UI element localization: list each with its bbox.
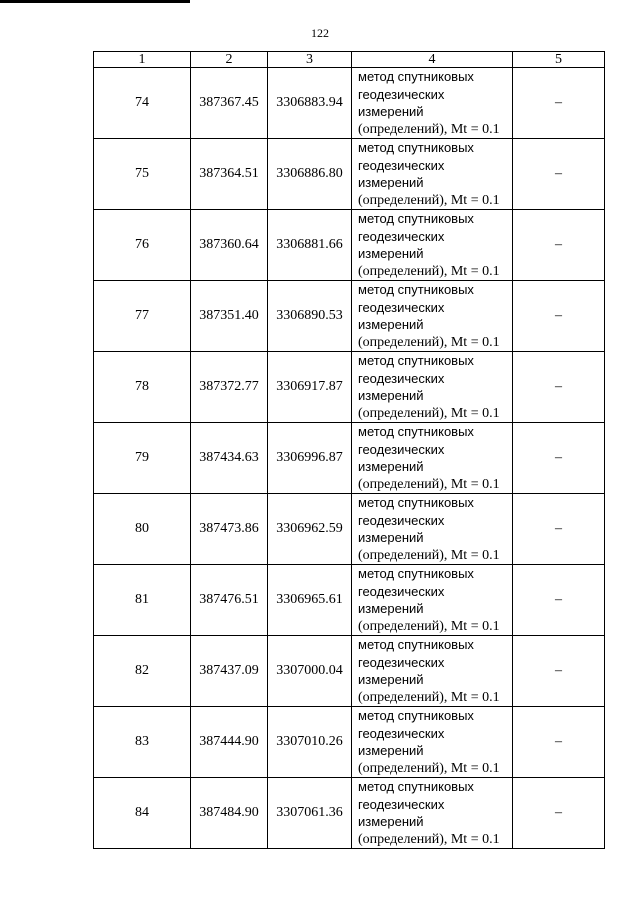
column-header-1: 1 xyxy=(94,52,191,68)
method-line: метод спутниковых xyxy=(358,69,474,84)
method-line: метод спутниковых xyxy=(358,779,474,794)
x-coordinate: 387372.77 xyxy=(191,352,268,423)
note-cell: – xyxy=(513,565,605,636)
header-row xyxy=(94,52,605,68)
top-rule xyxy=(0,0,190,3)
point-number: 78 xyxy=(94,352,191,423)
method-description xyxy=(352,68,513,139)
method-line: (определений), Mt = 0.1 xyxy=(358,618,500,634)
x-coordinate: 387364.51 xyxy=(191,139,268,210)
method-line: (определений), Mt = 0.1 xyxy=(358,121,500,137)
method-line: измерений xyxy=(358,175,424,190)
y-coordinate: 3306996.87 xyxy=(268,423,352,494)
column-header-3: 3 xyxy=(268,52,352,68)
method-description xyxy=(352,281,513,352)
point-number: 77 xyxy=(94,281,191,352)
table-row xyxy=(94,352,605,423)
note-cell: – xyxy=(513,494,605,565)
note-cell: – xyxy=(513,139,605,210)
y-coordinate: 3306890.53 xyxy=(268,281,352,352)
x-coordinate: 387437.09 xyxy=(191,636,268,707)
method-description xyxy=(352,352,513,423)
method-description xyxy=(352,707,513,778)
method-description xyxy=(352,494,513,565)
y-coordinate: 3307010.26 xyxy=(268,707,352,778)
method-line: геодезических xyxy=(358,86,445,102)
point-number: 74 xyxy=(94,68,191,139)
method-line: метод спутниковых xyxy=(358,637,474,652)
method-description xyxy=(352,636,513,707)
x-coordinate: 387434.63 xyxy=(191,423,268,494)
method-line: измерений xyxy=(358,743,424,758)
point-number: 75 xyxy=(94,139,191,210)
method-line: метод спутниковых xyxy=(358,353,474,368)
method-line: метод спутниковых xyxy=(358,495,474,510)
table-row xyxy=(94,778,605,849)
y-coordinate: 3307000.04 xyxy=(268,636,352,707)
method-line: геодезических xyxy=(358,725,445,741)
point-number: 82 xyxy=(94,636,191,707)
point-number: 84 xyxy=(94,778,191,849)
y-coordinate: 3306962.59 xyxy=(268,494,352,565)
method-line: геодезических xyxy=(358,441,445,457)
table-row xyxy=(94,281,605,352)
column-header-2: 2 xyxy=(191,52,268,68)
method-line: метод спутниковых xyxy=(358,282,474,297)
column-header-4: 4 xyxy=(352,52,513,68)
point-number: 76 xyxy=(94,210,191,281)
point-number: 79 xyxy=(94,423,191,494)
note-cell: – xyxy=(513,778,605,849)
y-coordinate: 3306881.66 xyxy=(268,210,352,281)
method-line: измерений xyxy=(358,601,424,616)
table-row xyxy=(94,139,605,210)
point-number: 80 xyxy=(94,494,191,565)
method-line: измерений xyxy=(358,388,424,403)
page-number: 122 xyxy=(311,26,329,40)
table-row xyxy=(94,565,605,636)
method-description xyxy=(352,139,513,210)
method-description xyxy=(352,210,513,281)
point-number: 81 xyxy=(94,565,191,636)
note-cell: – xyxy=(513,210,605,281)
note-cell: – xyxy=(513,352,605,423)
method-description xyxy=(352,423,513,494)
column-header-5: 5 xyxy=(513,52,605,68)
method-description xyxy=(352,778,513,849)
method-line: геодезических xyxy=(358,512,445,528)
method-line: (определений), Mt = 0.1 xyxy=(358,760,500,776)
method-line: измерений xyxy=(358,530,424,545)
point-number: 83 xyxy=(94,707,191,778)
table-row xyxy=(94,210,605,281)
y-coordinate: 3306917.87 xyxy=(268,352,352,423)
method-line: геодезических xyxy=(358,583,445,599)
method-line: измерений xyxy=(358,672,424,687)
method-line: метод спутниковых xyxy=(358,424,474,439)
table-row xyxy=(94,707,605,778)
method-line: измерений xyxy=(358,814,424,829)
x-coordinate: 387444.90 xyxy=(191,707,268,778)
method-line: (определений), Mt = 0.1 xyxy=(358,192,500,208)
x-coordinate: 387484.90 xyxy=(191,778,268,849)
table-row xyxy=(94,423,605,494)
method-line: (определений), Mt = 0.1 xyxy=(358,263,500,279)
x-coordinate: 387351.40 xyxy=(191,281,268,352)
method-line: (определений), Mt = 0.1 xyxy=(358,334,500,350)
table-row xyxy=(94,68,605,139)
table-row xyxy=(94,636,605,707)
method-line: геодезических xyxy=(358,228,445,244)
x-coordinate: 387367.45 xyxy=(191,68,268,139)
note-cell: – xyxy=(513,423,605,494)
method-line: (определений), Mt = 0.1 xyxy=(358,405,500,421)
method-description xyxy=(352,565,513,636)
table-row xyxy=(94,494,605,565)
method-line: геодезических xyxy=(358,157,445,173)
y-coordinate: 3307061.36 xyxy=(268,778,352,849)
y-coordinate: 3306965.61 xyxy=(268,565,352,636)
method-line: метод спутниковых xyxy=(358,140,474,155)
method-line: геодезических xyxy=(358,299,445,315)
note-cell: – xyxy=(513,636,605,707)
method-line: геодезических xyxy=(358,796,445,812)
method-line: геодезических xyxy=(358,654,445,670)
y-coordinate: 3306883.94 xyxy=(268,68,352,139)
y-coordinate: 3306886.80 xyxy=(268,139,352,210)
method-line: (определений), Mt = 0.1 xyxy=(358,476,500,492)
method-line: измерений xyxy=(358,246,424,261)
method-line: метод спутниковых xyxy=(358,708,474,723)
method-line: измерений xyxy=(358,317,424,332)
coordinates-table xyxy=(93,51,605,849)
method-line: метод спутниковых xyxy=(358,211,474,226)
method-line: измерений xyxy=(358,459,424,474)
method-line: (определений), Mt = 0.1 xyxy=(358,831,500,847)
x-coordinate: 387473.86 xyxy=(191,494,268,565)
note-cell: – xyxy=(513,68,605,139)
note-cell: – xyxy=(513,707,605,778)
note-cell: – xyxy=(513,281,605,352)
method-line: геодезических xyxy=(358,370,445,386)
method-line: (определений), Mt = 0.1 xyxy=(358,689,500,705)
method-line: (определений), Mt = 0.1 xyxy=(358,547,500,563)
method-line: измерений xyxy=(358,104,424,119)
x-coordinate: 387360.64 xyxy=(191,210,268,281)
method-line: метод спутниковых xyxy=(358,566,474,581)
x-coordinate: 387476.51 xyxy=(191,565,268,636)
